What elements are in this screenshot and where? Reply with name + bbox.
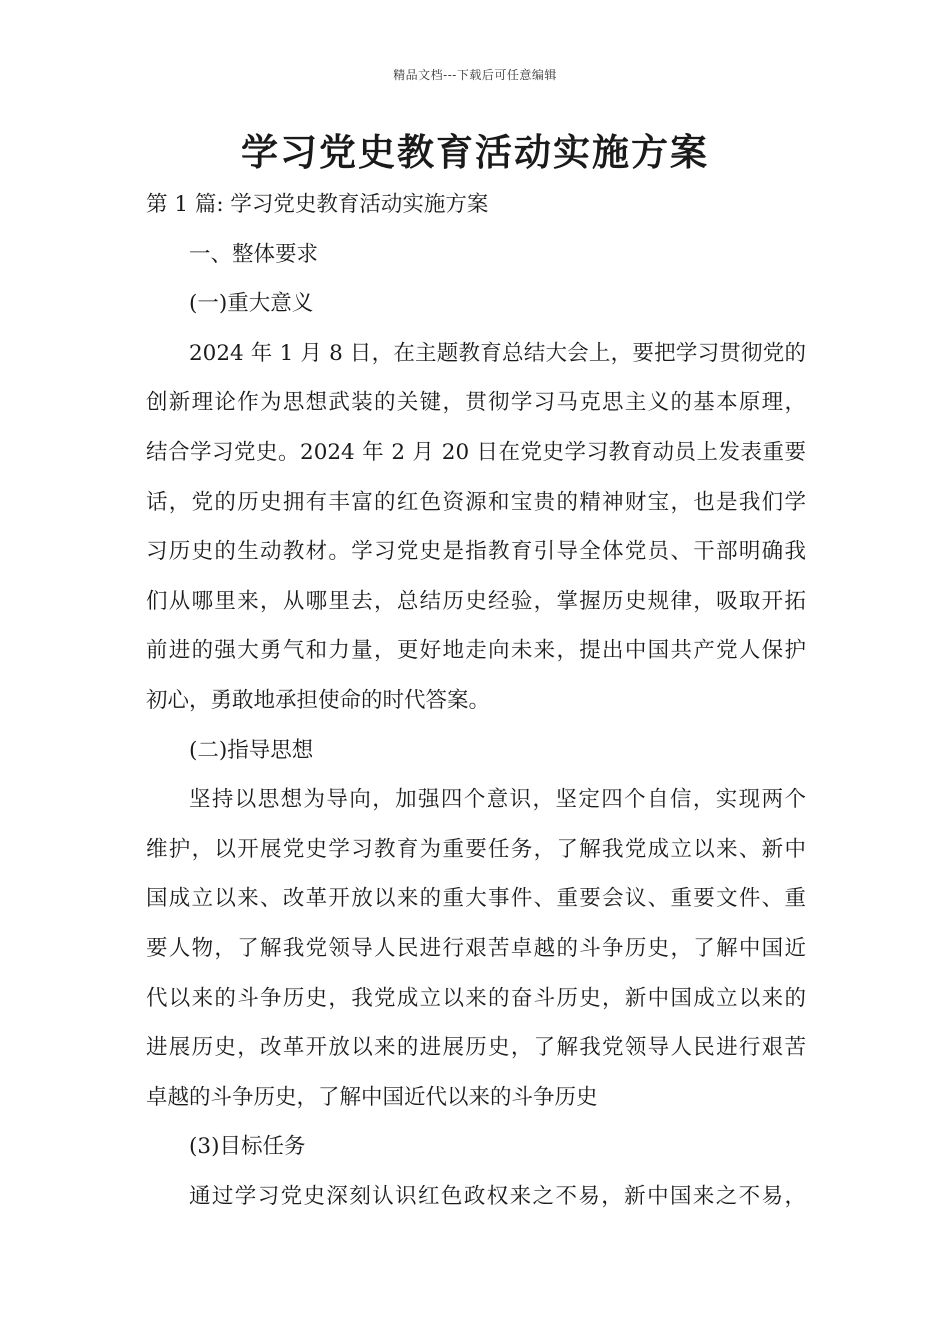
text-line: 卓越的斗争历史，了解中国近代以来的斗争历史 (146, 1084, 598, 1110)
text-line: 习历史的生动教材。学习党史是指教育引导全体党员、干部明确我 (146, 539, 806, 565)
text-line: (3)目标任务 (189, 1134, 306, 1160)
text-line: 前进的强大勇气和力量，更好地走向未来，提出中国共产党人保护 (146, 638, 806, 664)
text-line: 要人物，了解我党领导人民进行艰苦卓越的斗争历史，了解中国近 (146, 935, 806, 961)
text-line: 通过学习党史深刻认识红色政权来之不易，新中国来之不易， (189, 1183, 806, 1209)
text-line: 进展历史，改革开放以来的进展历史，了解我党领导人民进行艰苦 (146, 1035, 806, 1061)
text-line: 国成立以来、改革开放以来的重大事件、重要会议、重要文件、重 (146, 886, 806, 912)
document-title: 学习党史教育活动实施方案 (241, 130, 709, 174)
text-line: 维护，以开展党史学习教育为重要任务，了解我党成立以来、新中 (146, 836, 806, 862)
text-line: 们从哪里来，从哪里去，总结历史经验，掌握历史规律，吸取开拓 (146, 588, 806, 614)
document-body (146, 180, 806, 1221)
text-line: 结合学习党史。2024 年 2 月 20 日在党史学习教育动员上发表重要 (146, 439, 806, 465)
text-line: 一、整体要求 (189, 241, 319, 267)
text-line: 第 1 篇: 学习党史教育活动实施方案 (146, 192, 489, 217)
text-line: 坚持以思想为导向，加强四个意识，坚定四个自信，实现两个 (189, 787, 806, 813)
header-note: 精品文档---下载后可任意编辑 (393, 68, 557, 82)
text-line: (二)指导思想 (189, 737, 314, 763)
text-line: 2024 年 1 月 8 日，在主题教育总结大会上，要把学习贯彻党的 (189, 340, 806, 366)
text-line: (一)重大意义 (189, 291, 314, 317)
text-line: 创新理论作为思想武装的关键，贯彻学习马克思主义的基本原理， (146, 390, 806, 416)
text-line: 话，党的历史拥有丰富的红色资源和宝贵的精神财宝，也是我们学 (146, 489, 806, 515)
text-line: 代以来的斗争历史，我党成立以来的奋斗历史，新中国成立以来的 (146, 985, 806, 1011)
text-line: 初心，勇敢地承担使命的时代答案。 (146, 687, 491, 713)
